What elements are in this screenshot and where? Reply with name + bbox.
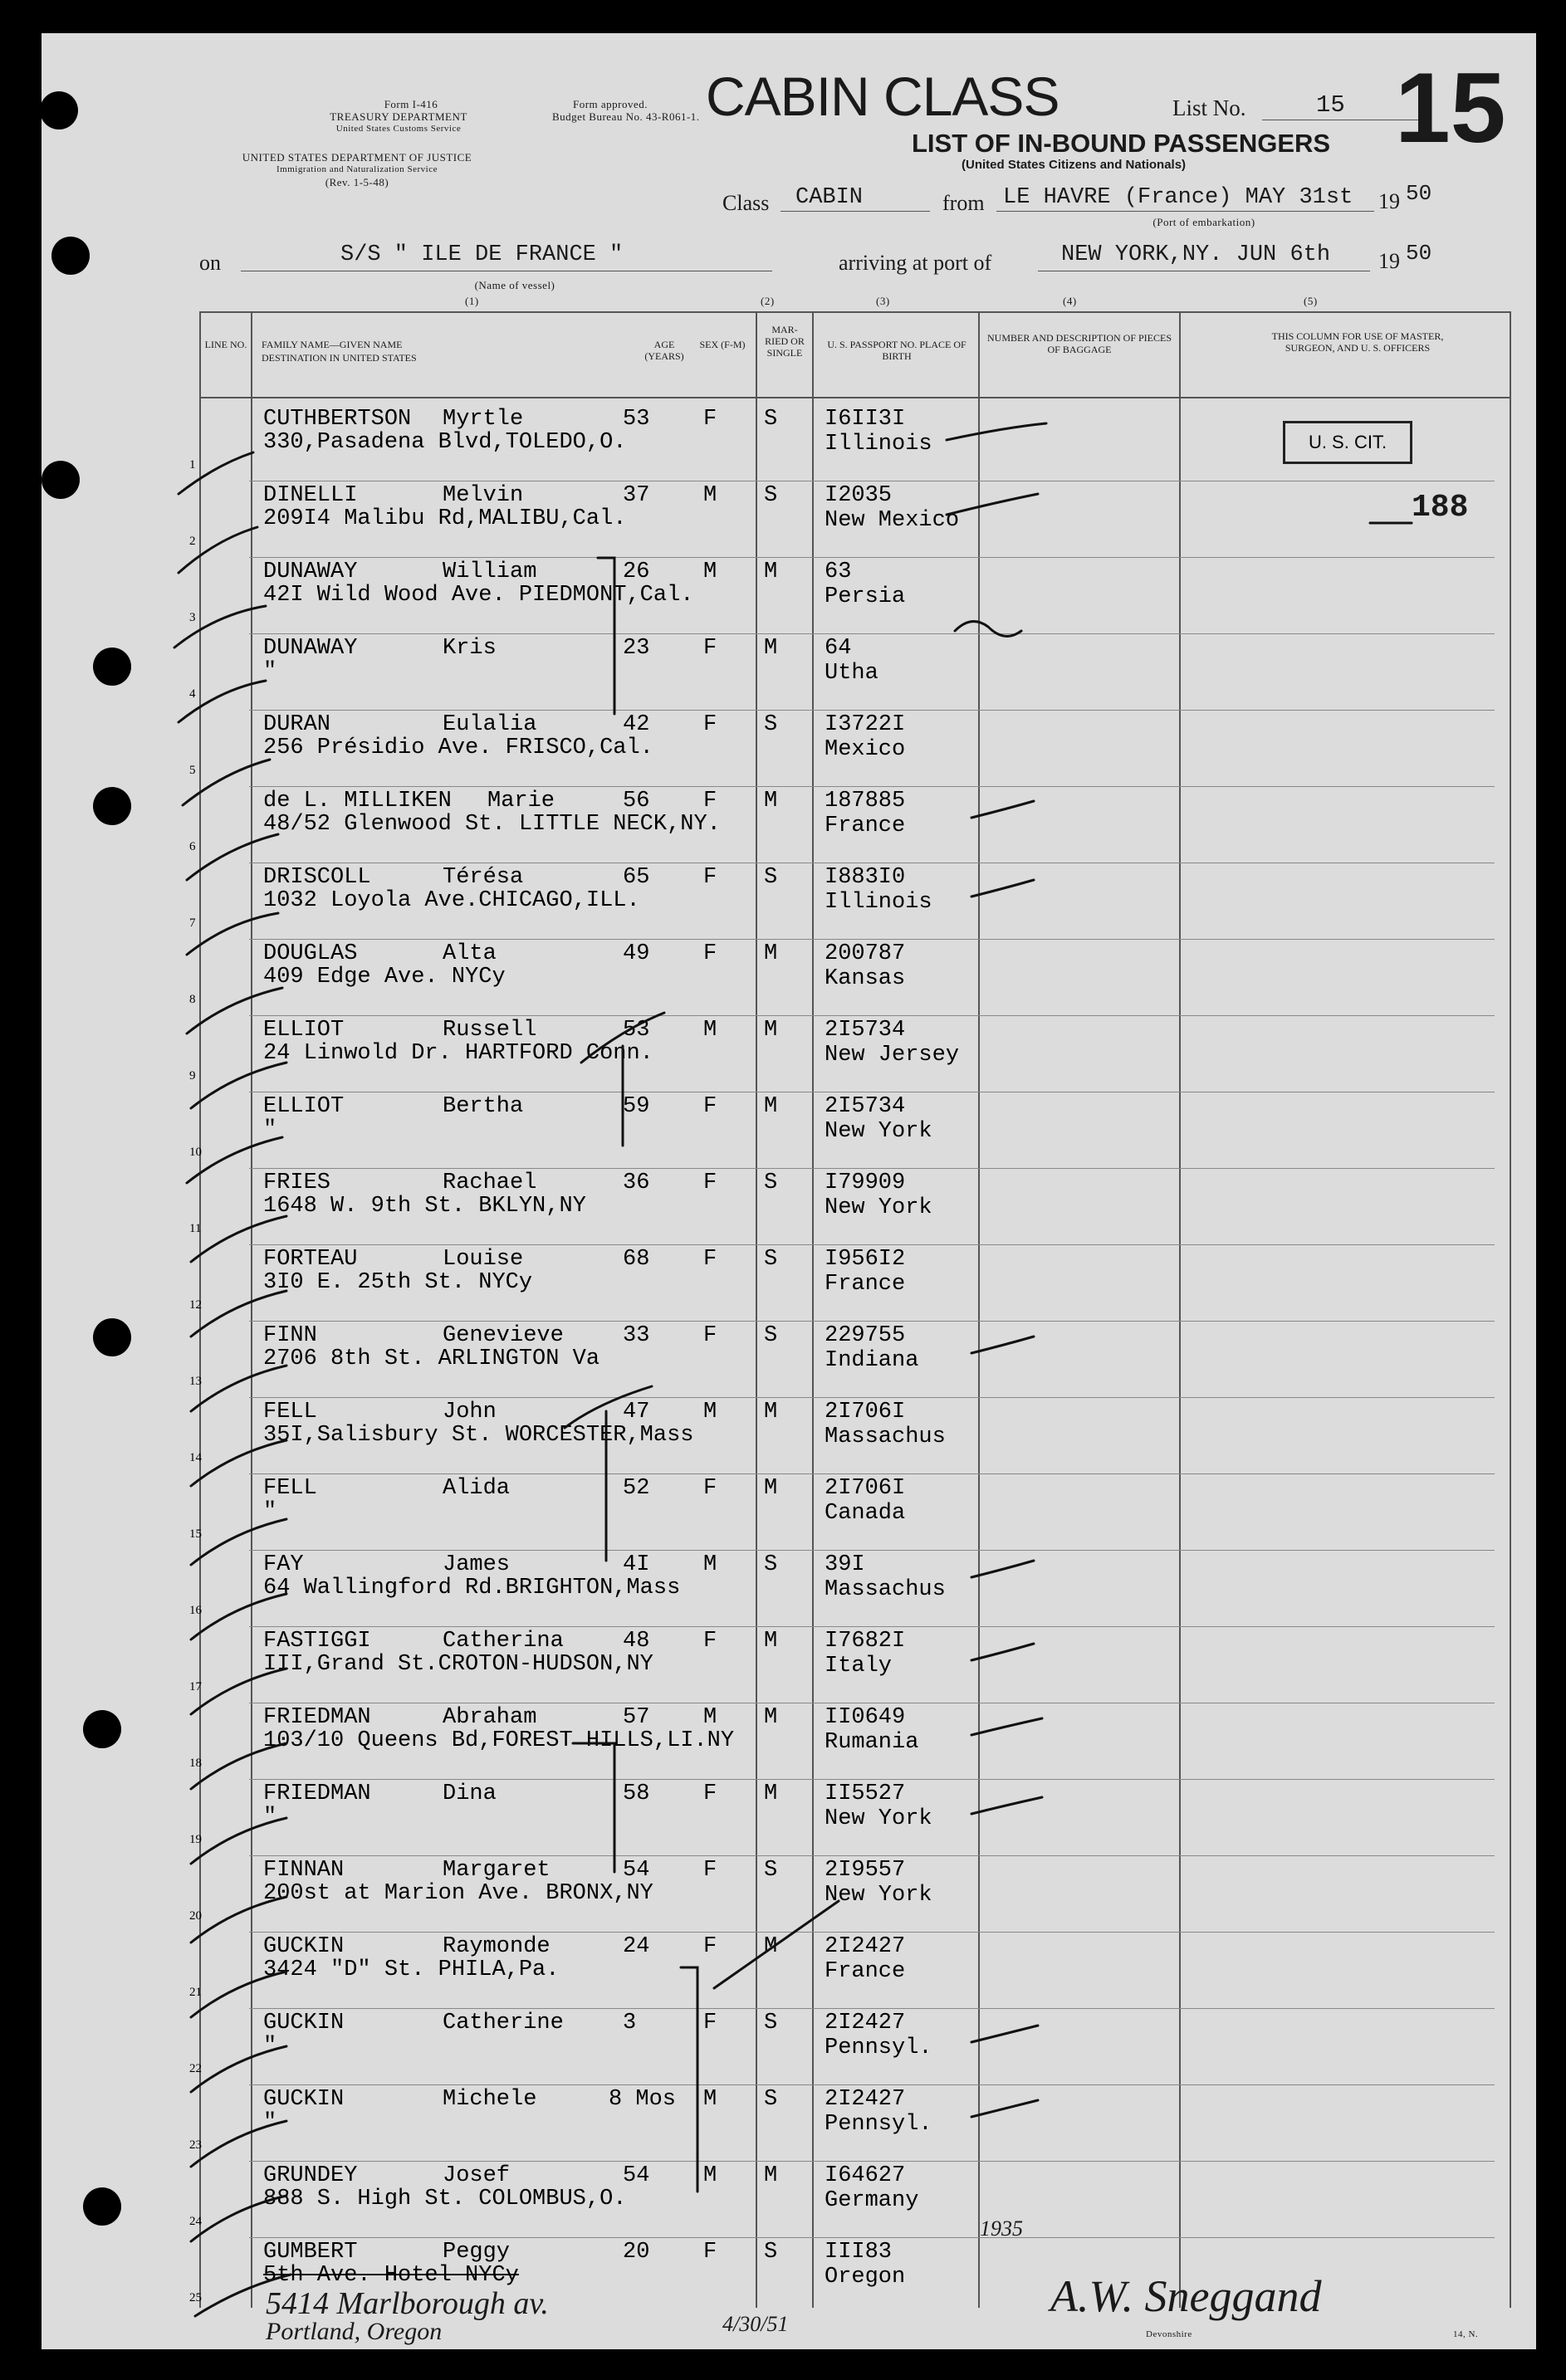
sex: M: [703, 483, 717, 508]
age: 42: [623, 712, 650, 737]
destination-address: 3424 "D" St. PHILA,Pa.: [263, 1957, 560, 1982]
place-of-birth: Mexico: [825, 737, 906, 762]
destination-address: 103/10 Queens Bd,FOREST HILLS,LI.NY: [263, 1728, 735, 1753]
list-no-value: 15: [1316, 91, 1345, 119]
family-name: GUCKIN: [263, 2087, 345, 2112]
passport-number: 2I2427: [825, 2011, 906, 2035]
given-name: Kris: [443, 636, 497, 661]
manifest-sheet: [42, 33, 1536, 2349]
age: 36: [623, 1170, 650, 1195]
on-label: on: [199, 251, 221, 275]
line-number: 18: [189, 1757, 202, 1770]
place-of-birth: Indiana: [825, 1348, 919, 1373]
line-number: 1: [189, 458, 196, 472]
sex: F: [703, 789, 717, 814]
destination-address: ": [263, 659, 277, 684]
destination-address: 2706 8th St. ARLINGTON Va: [263, 1346, 600, 1371]
line-number: 11: [189, 1222, 202, 1235]
sex: F: [703, 1094, 717, 1119]
sex: M: [703, 2087, 717, 2112]
passport-number: I956I2: [825, 1247, 906, 1272]
destination-address: ": [263, 1117, 277, 1142]
line-number: 13: [189, 1375, 202, 1388]
class-value: CABIN: [795, 185, 864, 210]
family-name: FASTIGGI: [263, 1629, 371, 1654]
marital-status: S: [764, 2011, 778, 2035]
sex: F: [703, 865, 717, 890]
given-name: Abraham: [443, 1705, 537, 1730]
destination-address: 64 Wallingford Rd.BRIGHTON,Mass: [263, 1576, 681, 1601]
line-number: 22: [189, 2062, 202, 2075]
header-line-no: LINE NO.: [204, 339, 247, 350]
passport-number: 2I5734: [825, 1018, 906, 1043]
family-name: FELL: [263, 1476, 317, 1501]
age: 56: [623, 789, 650, 814]
place-of-birth: Germany: [825, 2188, 919, 2213]
marital-status: M: [764, 1094, 778, 1119]
marital-status: S: [764, 407, 778, 432]
marital-status: S: [764, 1552, 778, 1577]
place-of-birth: Utha: [825, 661, 878, 686]
marital-status: S: [764, 1858, 778, 1883]
passport-number: I7682I: [825, 1629, 906, 1654]
destination-address: 330,Pasadena Blvd,TOLEDO,O.: [263, 430, 627, 455]
destination-address: 209I4 Malibu Rd,MALIBU,Cal.: [263, 506, 627, 531]
age: 54: [623, 2163, 650, 2188]
year-1: 50: [1406, 181, 1432, 206]
budget-bureau: Budget Bureau No. 43-R061-1.: [552, 110, 700, 123]
family-name: DINELLI: [263, 483, 358, 508]
revision: (Rev. 1-5-48): [325, 176, 389, 188]
given-name: Josef: [443, 2163, 511, 2188]
destination-address: 888 S. High St. COLOMBUS,O.: [263, 2187, 627, 2211]
embarkation-port: LE HAVRE (France) MAY 31st: [1003, 185, 1353, 210]
place-of-birth: Canada: [825, 1501, 906, 1526]
sex: F: [703, 1934, 717, 1959]
printer-mark: Devonshire: [1146, 2329, 1192, 2339]
passport-number: 200787: [825, 941, 906, 966]
passport-number: III83: [825, 2240, 893, 2265]
place-of-birth: Persia: [825, 584, 906, 609]
age: 53: [623, 1018, 650, 1043]
marital-status: S: [764, 1170, 778, 1195]
ink-checkmarks: [42, 33, 1536, 2349]
place-of-birth: Pennsyl.: [825, 2035, 932, 2060]
family-name: DURAN: [263, 712, 331, 737]
line-number: 24: [189, 2215, 202, 2228]
line-number: 19: [189, 1833, 202, 1846]
age: 68: [623, 1247, 650, 1272]
marital-status: S: [764, 712, 778, 737]
line-number: 3: [189, 611, 196, 624]
family-name: FINNAN: [263, 1858, 345, 1883]
age: 47: [623, 1400, 650, 1425]
age: 49: [623, 941, 650, 966]
sex: M: [703, 1400, 717, 1425]
line-number: 21: [189, 1986, 202, 1999]
header-name: FAMILY NAME—GIVEN NAME: [262, 339, 403, 350]
place-of-birth: New York: [825, 1806, 932, 1831]
place-of-birth: Illinois: [825, 432, 932, 457]
family-name: FORTEAU: [263, 1247, 358, 1272]
given-name: Alta: [443, 941, 497, 966]
line-number: 8: [189, 993, 196, 1006]
vessel-caption: (Name of vessel): [474, 279, 555, 291]
destination-address: 24 Linwold Dr. HARTFORD Conn.: [263, 1041, 653, 1066]
given-name: Eulalia: [443, 712, 537, 737]
line-number: 6: [189, 840, 196, 853]
arriving-label: arriving at port of: [839, 251, 992, 275]
destination-address: 256 Présidio Ave. FRISCO,Cal.: [263, 736, 653, 760]
treasury-dept: TREASURY DEPARTMENT: [330, 110, 467, 123]
sex: M: [703, 2163, 717, 2188]
age: 58: [623, 1781, 650, 1806]
age: 20: [623, 2240, 650, 2265]
passport-number: 2I9557: [825, 1858, 906, 1883]
from-label: from: [942, 191, 985, 215]
age: 53: [623, 407, 650, 432]
given-name: Térésa: [443, 865, 524, 890]
line-number: 12: [189, 1298, 202, 1312]
address-correction-city: Portland, Oregon: [266, 2318, 443, 2345]
family-name: GUMBERT: [263, 2240, 358, 2265]
place-of-birth: New York: [825, 1883, 932, 1908]
arrival-port: NEW YORK,NY. JUN 6th: [1061, 242, 1331, 267]
header-married: MAR- RIED OR SINGLE: [765, 324, 805, 359]
marital-status: M: [764, 560, 778, 584]
given-name: Melvin: [443, 483, 524, 508]
age: 37: [623, 483, 650, 508]
family-name: DUNAWAY: [263, 560, 358, 584]
marital-status: M: [764, 1934, 778, 1959]
destination-address: III,Grand St.CROTON-HUDSON,NY: [263, 1652, 653, 1677]
printer-code: 14, N.: [1453, 2329, 1479, 2339]
age: 4I: [623, 1552, 650, 1577]
given-name: Genevieve: [443, 1323, 564, 1348]
family-name: ELLIOT: [263, 1094, 345, 1119]
destination-address: 1648 W. 9th St. BKLYN,NY: [263, 1194, 586, 1219]
given-name: Raymonde: [443, 1934, 551, 1959]
place-of-birth: New York: [825, 1119, 932, 1144]
header-sex: SEX (F-M): [699, 339, 746, 350]
destination-address: 35I,Salisbury St. WORCESTER,Mass: [263, 1423, 694, 1448]
destination-address: 42I Wild Wood Ave. PIEDMONT,Cal.: [263, 583, 694, 608]
place-of-birth: France: [825, 1959, 906, 1984]
sex: F: [703, 1170, 717, 1195]
sex: F: [703, 1858, 717, 1883]
col-num-5: (5): [1304, 295, 1318, 307]
passport-number: I79909: [825, 1170, 906, 1195]
given-name: William: [443, 560, 537, 584]
family-name: ELLIOT: [263, 1018, 345, 1043]
line-number: 20: [189, 1909, 202, 1923]
customs-service: United States Customs Service: [335, 124, 462, 134]
line-number: 16: [189, 1604, 202, 1617]
address-correction: 5414 Marlborough av.: [266, 2286, 549, 2321]
marital-status: M: [764, 1476, 778, 1501]
sex: F: [703, 1247, 717, 1272]
age: 57: [623, 1705, 650, 1730]
given-name: Russell: [443, 1018, 537, 1043]
marital-status: M: [764, 789, 778, 814]
sex: F: [703, 1476, 717, 1501]
year-prefix-2: 19: [1378, 249, 1400, 273]
place-of-birth: Oregon: [825, 2265, 906, 2290]
year-prefix-1: 19: [1378, 189, 1400, 213]
list-no-label: List No.: [1172, 95, 1246, 120]
col-num-3: (3): [876, 295, 890, 307]
marital-status: S: [764, 1247, 778, 1272]
header-baggage: NUMBER AND DESCRIPTION OF PIECES OF BAGGAGE: [986, 332, 1172, 355]
family-name: DOUGLAS: [263, 941, 358, 966]
line-number: 5: [189, 764, 196, 777]
sex: F: [703, 1781, 717, 1806]
sex: F: [703, 2240, 717, 2265]
page-title: CABIN CLASS: [706, 66, 1059, 127]
place-of-birth: France: [825, 814, 906, 838]
us-citizen-stamp: U. S. CIT.: [1283, 421, 1412, 464]
marital-status: M: [764, 1018, 778, 1043]
sex: F: [703, 407, 717, 432]
family-name: GUCKIN: [263, 1934, 345, 1959]
marital-status: S: [764, 2087, 778, 2112]
passport-number: 64: [825, 636, 852, 661]
age: 8 Mos: [609, 2087, 677, 2112]
header-age: AGE (YEARS): [644, 339, 684, 362]
passport-number: 39I: [825, 1552, 865, 1577]
sex: M: [703, 1705, 717, 1730]
marital-status: M: [764, 1629, 778, 1654]
destination-address: 200st at Marion Ave. BRONX,NY: [263, 1881, 653, 1906]
line-number: 9: [189, 1069, 196, 1082]
passport-number: 2I2427: [825, 2087, 906, 2112]
passport-number: 229755: [825, 1323, 906, 1348]
place-of-birth: Kansas: [825, 966, 906, 991]
age: 24: [623, 1934, 650, 1959]
destination-address: ": [263, 1499, 277, 1524]
justice-dept: UNITED STATES DEPARTMENT OF JUSTICE: [242, 151, 472, 164]
sex: M: [703, 560, 717, 584]
sex: F: [703, 2011, 717, 2035]
place-of-birth: Massachus: [825, 1425, 946, 1449]
given-name: Michele: [443, 2087, 537, 2112]
form-number: Form I-416: [384, 98, 438, 110]
destination-address: ": [263, 2110, 277, 2135]
family-name: GRUNDEY: [263, 2163, 358, 2188]
place-of-birth: New Mexico: [825, 508, 960, 533]
family-name: FINN: [263, 1323, 317, 1348]
given-name: Bertha: [443, 1094, 524, 1119]
passport-number: I3722I: [825, 712, 906, 737]
sex: F: [703, 712, 717, 737]
place-of-birth: Massachus: [825, 1577, 946, 1602]
passport-number: I2035: [825, 483, 893, 508]
passport-number: II5527: [825, 1781, 906, 1806]
marital-status: M: [764, 2163, 778, 2188]
destination-address: 48/52 Glenwood St. LITTLE NECK,NY.: [263, 812, 721, 837]
age: 3: [623, 2011, 637, 2035]
marital-status: M: [764, 636, 778, 661]
family-name: CUTHBERTSON: [263, 407, 412, 432]
signature: A.W. Sneggand: [1050, 2271, 1322, 2321]
destination-address: ": [263, 1805, 277, 1830]
class-label: Class: [722, 191, 770, 215]
col-num-4: (4): [1063, 295, 1077, 307]
age: 23: [623, 636, 650, 661]
col-num-1: (1): [465, 295, 479, 307]
page-number: 15: [1395, 52, 1506, 164]
family-name: de L. MILLIKEN: [263, 789, 452, 814]
ins-service: Immigration and Naturalization Service: [276, 164, 438, 174]
given-name: Louise: [443, 1247, 524, 1272]
line-number: 25: [189, 2291, 202, 2304]
place-of-birth: Illinois: [825, 890, 932, 915]
passenger-count: 188: [1412, 490, 1469, 525]
sex: F: [703, 1629, 717, 1654]
destination-address: 3I0 E. 25th St. NYCy: [263, 1270, 533, 1295]
family-name: GUCKIN: [263, 2011, 345, 2035]
vessel-name: S/S " ILE DE FRANCE ": [340, 242, 624, 267]
sex: F: [703, 1323, 717, 1348]
family-name: FAY: [263, 1552, 304, 1577]
passport-number: 2I706I: [825, 1400, 906, 1425]
line-number: 2: [189, 535, 196, 548]
marital-status: S: [764, 865, 778, 890]
age: 59: [623, 1094, 650, 1119]
marital-status: S: [764, 1323, 778, 1348]
age: 54: [623, 1858, 650, 1883]
col-num-2: (2): [761, 295, 775, 307]
place-of-birth: New York: [825, 1195, 932, 1220]
sex: M: [703, 1018, 717, 1043]
given-name: Dina: [443, 1781, 497, 1806]
passport-number: II0649: [825, 1705, 906, 1730]
destination-address: 1032 Loyola Ave.CHICAGO,ILL.: [263, 888, 640, 913]
marital-status: M: [764, 941, 778, 966]
place-of-birth: Rumania: [825, 1730, 919, 1755]
header-destination: DESTINATION IN UNITED STATES: [262, 352, 417, 364]
given-name: Rachael: [443, 1170, 537, 1195]
header-passport: U. S. PASSPORT NO. PLACE OF BIRTH: [827, 339, 967, 362]
marital-status: S: [764, 483, 778, 508]
line-number: 17: [189, 1680, 202, 1693]
family-name: DRISCOLL: [263, 865, 371, 890]
passport-number: 2I2427: [825, 1934, 906, 1959]
line-number: 14: [189, 1451, 202, 1464]
year-2: 50: [1406, 241, 1432, 266]
sex: F: [703, 636, 717, 661]
list-subtitle: LIST OF IN-BOUND PASSENGERS: [912, 129, 1331, 158]
line-number: 4: [189, 687, 196, 701]
header-officers: THIS COLUMN FOR USE OF MASTER, SURGEON, AND U. S. OFFICERS: [1271, 330, 1444, 354]
marital-status: M: [764, 1781, 778, 1806]
given-name: James: [443, 1552, 511, 1577]
age: 65: [623, 865, 650, 890]
family-name: FRIES: [263, 1170, 331, 1195]
given-name: Alida: [443, 1476, 511, 1501]
passport-number: I64627: [825, 2163, 906, 2188]
form-approved: Form approved.: [572, 98, 648, 110]
age: 52: [623, 1476, 650, 1501]
given-name: Margaret: [443, 1858, 551, 1883]
given-name: Marie: [487, 789, 555, 814]
passport-number: I883I0: [825, 865, 906, 890]
destination-address: 5th Ave. Hotel NYCy: [263, 2263, 519, 2288]
line-number: 10: [189, 1146, 202, 1159]
passport-number: 187885: [825, 789, 906, 814]
marital-status: M: [764, 1705, 778, 1730]
passport-number: 63: [825, 560, 852, 584]
age: 26: [623, 560, 650, 584]
given-name: Catherine: [443, 2011, 564, 2035]
family-name: FRIEDMAN: [263, 1705, 371, 1730]
passport-number: I6II3I: [825, 407, 906, 432]
family-name: FELL: [263, 1400, 317, 1425]
given-name: John: [443, 1400, 497, 1425]
port-caption: (Port of embarkation): [1152, 216, 1255, 228]
place-of-birth: France: [825, 1272, 906, 1297]
passport-number: 2I706I: [825, 1476, 906, 1501]
family-name: DUNAWAY: [263, 636, 358, 661]
place-of-birth: Italy: [825, 1654, 893, 1679]
line-number: 15: [189, 1527, 202, 1541]
given-name: Myrtle: [443, 407, 524, 432]
family-name: FRIEDMAN: [263, 1781, 371, 1806]
given-name: Peggy: [443, 2240, 511, 2265]
destination-address: ": [263, 2034, 277, 2059]
handwritten-note: 1935: [980, 2216, 1023, 2241]
list-subtitle-note: (United States Citizens and Nationals): [962, 158, 1187, 172]
passport-number: 2I5734: [825, 1094, 906, 1119]
destination-address: 409 Edge Ave. NYCy: [263, 965, 506, 990]
sex: F: [703, 941, 717, 966]
marital-status: M: [764, 1400, 778, 1425]
age: 33: [623, 1323, 650, 1348]
place-of-birth: Pennsyl.: [825, 2112, 932, 2137]
line-number: 23: [189, 2138, 202, 2152]
age: 48: [623, 1629, 650, 1654]
sex: M: [703, 1552, 717, 1577]
line-number: 7: [189, 916, 196, 930]
place-of-birth: New Jersey: [825, 1043, 960, 1068]
given-name: Catherina: [443, 1629, 564, 1654]
marital-status: S: [764, 2240, 778, 2265]
handwritten-date: 4/30/51: [722, 2312, 789, 2336]
